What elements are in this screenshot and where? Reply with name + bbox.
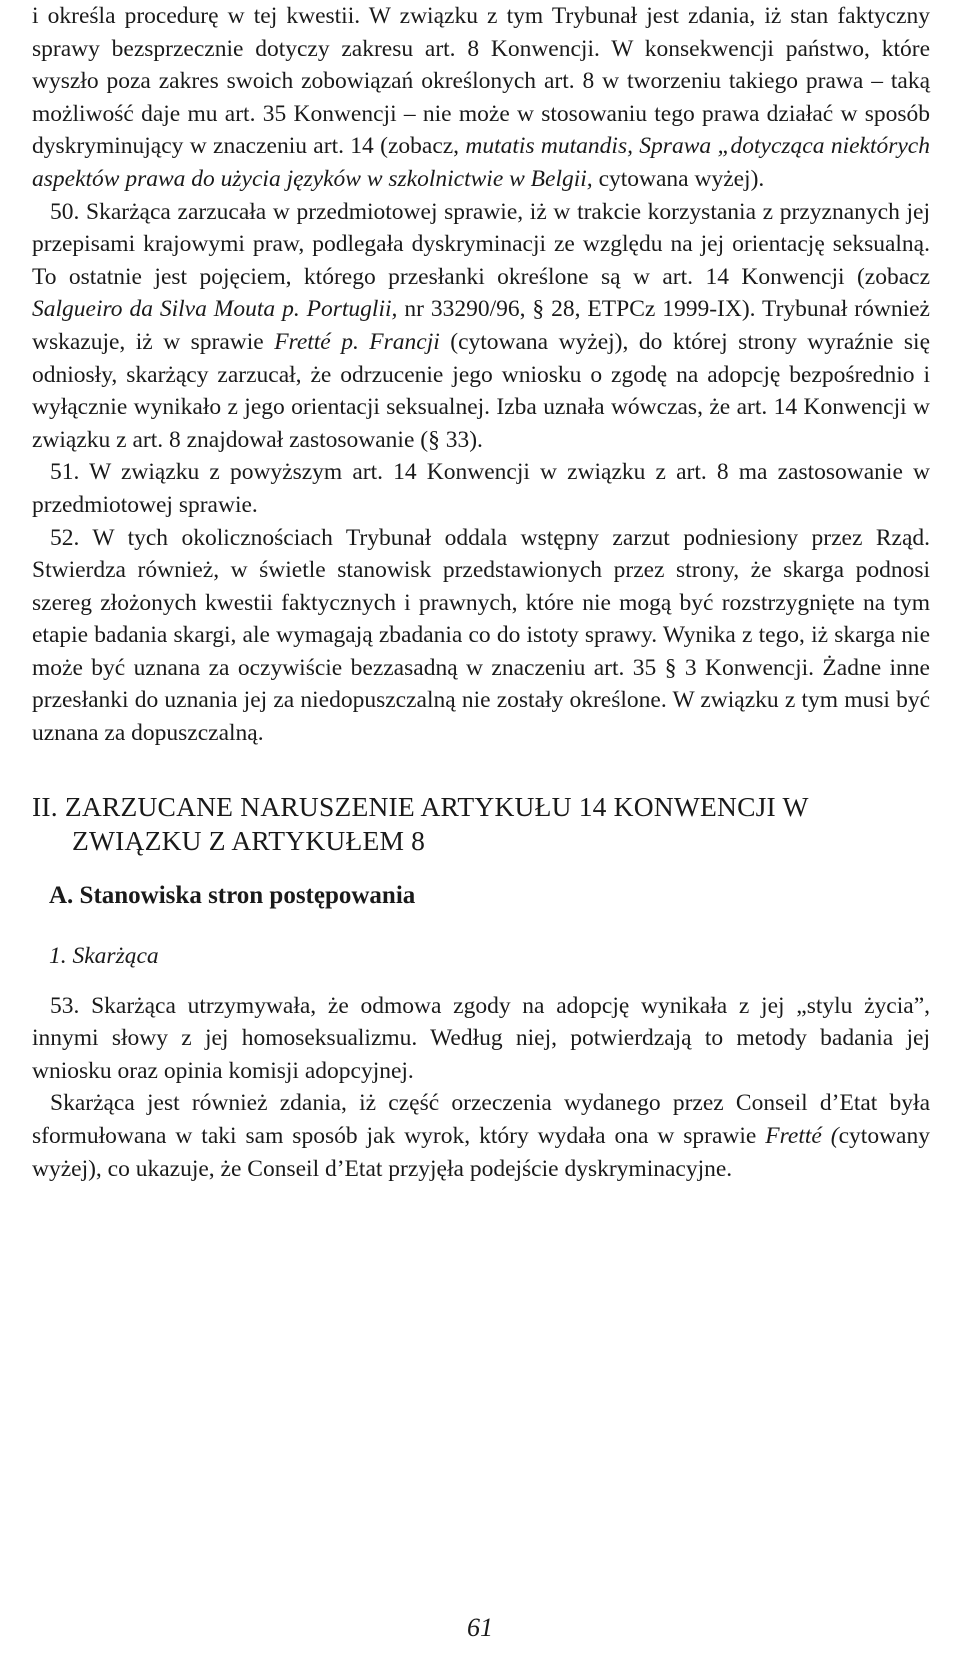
section-heading: II. ZARZUCANE NARUSZENIE ARTYKUŁU 14 KONWENCJI W ZWIĄZKU Z ARTYKUŁEM 8 <box>32 790 809 856</box>
case-citation: Fretté ( <box>765 1123 839 1150</box>
page-number: 61 <box>467 1613 493 1642</box>
subsubsection-heading: 1. Skarżąca <box>49 942 159 969</box>
paragraph-54: Skarżąca jest również zdania, iż część orzeczenia wydanego przez Conseil d’Etat była sformułowana w taki sam sposób jak wyrok, który wydała ona w sprawie Fretté (cytowany wyżej), co ukazuje, że Conseil d’Etat przyjęła podejście dyskryminacyjne. <box>32 1090 930 1182</box>
document-page <box>32 0 930 1185</box>
paragraph-52: 52. W tych okolicznościach Trybunał oddala wstępny zarzut podniesiony przez Rząd. Stwierdza również, w świetle stanowisk przedstawionych przez strony, że skarga podnosi szereg złożonych kwestii faktycznych i prawnych, które nie mogą być rozstrzygnięte na tym etapie badania skargi, ale wymagają zbadania co do istoty sprawy. Wynika z tego, iż skarga nie może być uznana za oczywiście bezzasadną w znaczeniu art. 35 § 3 Konwencji. Żadne inne przesłanki do uznania jej za niedopuszczalną nie zostały określone. W związku z tym musi być uznana za dopuszczalną. <box>32 524 930 747</box>
paragraph-53: 53. Skarżąca utrzymywała, że odmowa zgody na adopcję wynikała z jej „stylu życia”, innymi słowy z jej homoseksualizmu. Według niej, potwierdzają to metody badania jej wniosku oraz opinia komisji adopcyjnej. <box>32 992 930 1084</box>
paragraph-51: 51. W związku z powyższym art. 14 Konwencji w związku z art. 8 ma zastosowanie w przedmiotowej sprawie. <box>32 459 930 518</box>
case-citation: Salgueiro da Silva Mouta p. Portuglii, <box>32 296 398 323</box>
paragraph-50: 50. Skarżąca zarzucała w przedmiotowej sprawie, iż w trakcie korzystania z przyznanych jej przepisami krajowymi praw, podlegała dyskryminacji ze względu na jej orientację seksualną. To ostatnie jest pojęciem, którego przesłanki określone są w art. 14 Konwencji (zobacz Salgueiro da Silva Mouta p. Portuglii, nr 33290/96, § 28, ETPCz 1999-IX). Trybunał również wskazuje, iż w sprawie Fretté p. Francji (cytowana wyżej), do której strony wyraźnie się odniosły, skarżący zarzucał, że odrzucenie jego wniosku o zgodę na adopcję bezpośrednio i wyłącznie wynikało z jego orientacji seksualnej. Izba uznała wówczas, że art. 14 Konwencji w związku z art. 8 znajdował zastosowanie (§ 33). <box>32 198 930 453</box>
subsection-heading: A. Stanowiska stron postępowania <box>49 881 416 909</box>
case-citation: Fretté p. Francji <box>274 328 440 355</box>
paragraph-continuation: i określa procedurę w tej kwestii. W związku z tym Trybunał jest zdania, iż stan faktyczny sprawy bezsprzecznie dotyczy zakresu art. 8 Konwencji. W konsekwencji państwo, które wyszło poza zakres swoich zobowiązań określonych art. 8 w tworzeniu takiego prawa – taką możliwość daje mu art. 35 Konwencji – nie może w stosowaniu tego prawa działać w sposób dyskryminujący w znaczeniu art. 14 (zobacz, mutatis mutandis, Sprawa „dotycząca niektórych aspektów prawa do użycia języków w szkolnictwie w Belgii, cytowana wyżej). <box>32 3 930 192</box>
case-citation: mutatis mutandis, Sprawa „dotycząca niektórych aspektów prawa do użycia języków w szkolnictwie w Belgii, <box>32 133 930 192</box>
